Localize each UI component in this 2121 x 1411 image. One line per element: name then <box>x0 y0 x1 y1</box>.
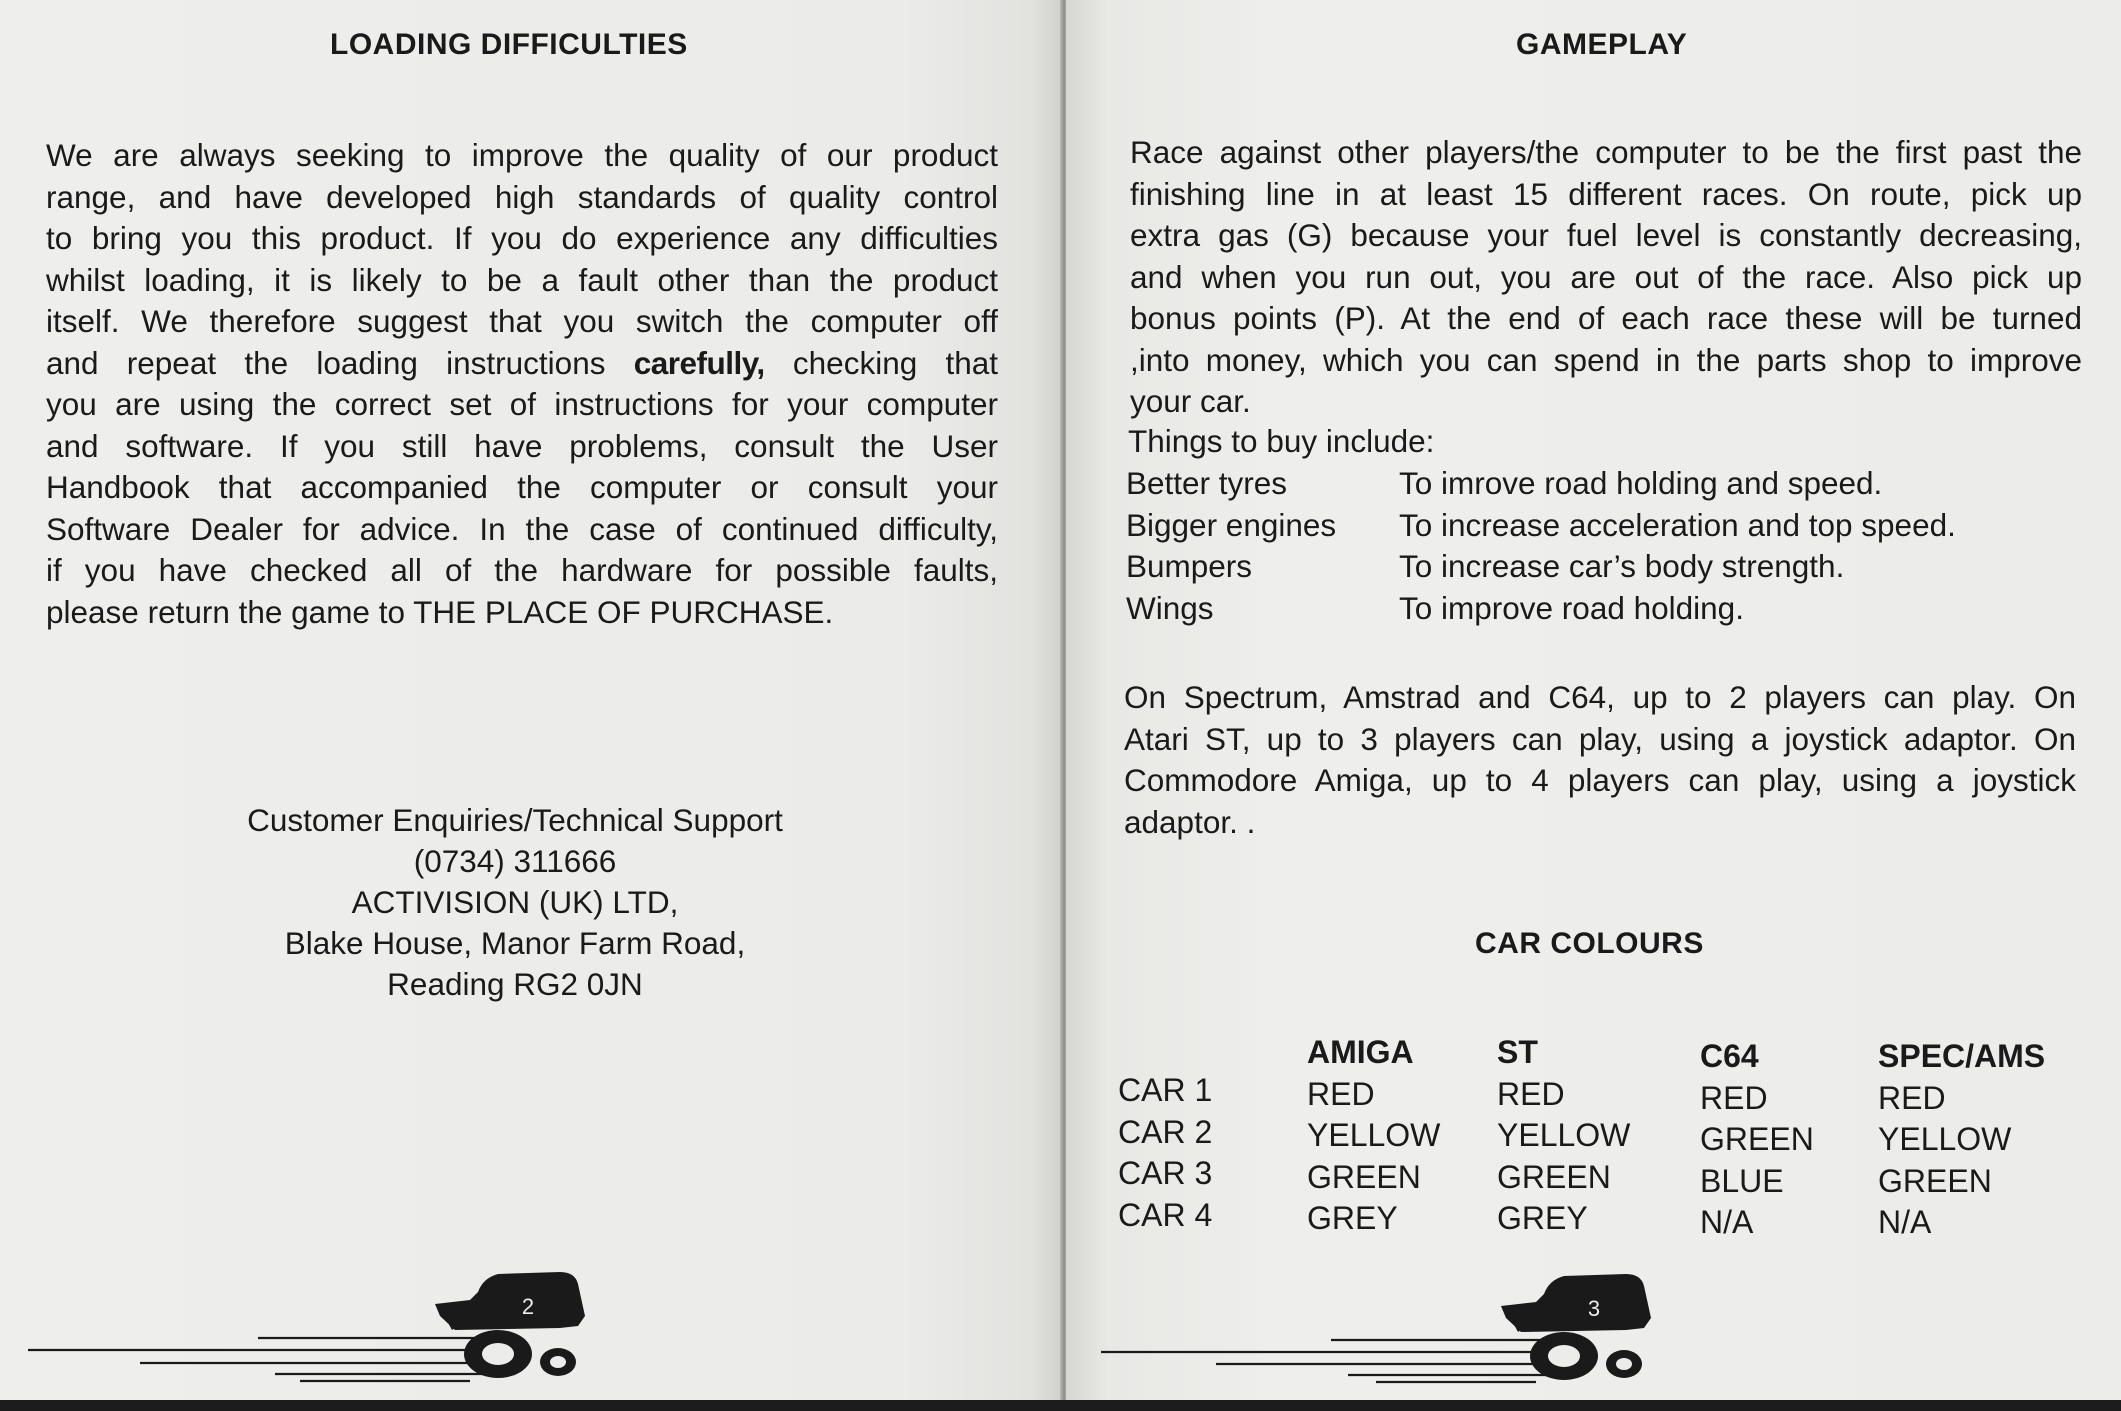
colour-cell: GREEN <box>1700 1121 1814 1157</box>
line-text: and repeat the loading instructions <box>46 344 634 381</box>
platform-header: C64 <box>1700 1038 1759 1074</box>
loading-difficulties-heading: LOADING DIFFICULTIES <box>330 28 688 61</box>
contact-company: ACTIVISION (UK) LTD, <box>351 884 679 920</box>
paragraph-line: Race against other players/the computer to be the first past the <box>1130 134 2082 170</box>
item-name: Bumpers <box>1126 548 1253 584</box>
contact-address-1: Blake House, Manor Farm Road, <box>284 925 746 961</box>
footer-car-logo-right <box>1066 1270 2121 1400</box>
paragraph-line: finishing line in at least 15 different races. On route, pick up <box>1130 175 2082 212</box>
platform-header: SPEC/AMS <box>1878 1038 2046 1074</box>
paragraph-line: We are always seeking to improve the quality of our product <box>46 137 998 173</box>
colour-cell: YELLOW <box>1307 1117 1441 1153</box>
contact-address-2: Reading RG2 0JN <box>387 966 643 1002</box>
colour-cell: N/A <box>1700 1204 1754 1240</box>
contact-block <box>0 800 1030 1005</box>
paragraph-line: bonus points (P). At the end of each race these will be turned <box>1130 300 2082 336</box>
car-label: CAR 1 <box>1118 1072 1213 1108</box>
car-colours-heading: CAR COLOURS <box>1475 927 1704 960</box>
colour-cell: GREEN <box>1307 1158 1421 1195</box>
paragraph-line: and software. If you still have problems, consult the User <box>46 427 998 464</box>
line-text: checking that <box>764 344 998 381</box>
paragraph-line: Atari ST, up to 3 players can play, using a joystick adaptor. On <box>1124 720 2076 757</box>
things-to-buy-item <box>1126 505 2086 547</box>
things-to-buy-intro: Things to buy include: <box>1128 423 1435 459</box>
paragraph-line: extra gas (G) because your fuel level is constantly decreasing, <box>1130 217 2082 253</box>
paragraph-line: your car. <box>1130 383 1251 419</box>
paragraph-line: and when you run out, you are out of the race. Also pick up <box>1130 258 2082 295</box>
platform-header: AMIGA <box>1307 1034 1414 1070</box>
paragraph-line: to bring you this product. If you do experience any difficulties <box>46 220 998 256</box>
colour-cell: RED <box>1878 1079 1946 1116</box>
platform-column <box>1878 1036 2045 1244</box>
colour-cell: RED <box>1700 1079 1768 1116</box>
contact-phone: (0734) 311666 <box>413 843 617 879</box>
colour-cell: RED <box>1497 1075 1565 1112</box>
item-description: To increase acceleration and top speed. <box>1399 506 1956 543</box>
colour-cell: GREY <box>1497 1200 1588 1236</box>
platform-column <box>1497 1032 1630 1240</box>
colour-cell: N/A <box>1878 1204 1932 1240</box>
car-label: CAR 3 <box>1118 1155 1213 1191</box>
platform-header: ST <box>1497 1034 1538 1070</box>
paragraph-line <box>46 343 998 385</box>
paragraph-line: Handbook that accompanied the computer or consult your <box>46 469 998 505</box>
contact-support-line: Customer Enquiries/Technical Support <box>247 802 783 838</box>
colour-cell: YELLOW <box>1497 1117 1631 1153</box>
item-description: To improve road holding. <box>1399 589 1744 626</box>
things-to-buy-item <box>1126 463 2086 505</box>
gameplay-heading: GAMEPLAY <box>1516 28 1688 61</box>
item-name: Bigger engines <box>1126 506 1337 543</box>
paragraph-line: itself. We therefore suggest that you switch the computer off <box>46 303 998 339</box>
car-label: CAR 4 <box>1118 1196 1213 1233</box>
colour-cell: RED <box>1307 1075 1375 1112</box>
paragraph-line: adaptor. . <box>1124 803 1256 840</box>
platform-column <box>1700 1036 1814 1244</box>
platform-column <box>1307 1032 1440 1240</box>
paragraph-line: please return the game to THE PLACE OF PURCHASE. <box>46 593 834 630</box>
paragraph-line: Software Dealer for advice. In the case of continued difficulty, <box>46 510 998 547</box>
page-number-left: 2 <box>521 1294 535 1319</box>
colour-cell: GREEN <box>1878 1162 1992 1199</box>
bottom-edge <box>0 1400 2121 1411</box>
paragraph-line: On Spectrum, Amstrad and C64, up to 2 players can play. On <box>1124 679 2076 715</box>
colour-cell: BLUE <box>1700 1162 1784 1199</box>
colour-cell: YELLOW <box>1878 1121 2012 1157</box>
colour-cell: GREY <box>1307 1200 1398 1236</box>
item-name: Better tyres <box>1126 465 1288 501</box>
footer-car-logo-left <box>0 1270 1060 1400</box>
right-page <box>1066 0 2121 1400</box>
paragraph-line: if you have checked all of the hardware for possible faults, <box>46 552 998 588</box>
car-colours-table <box>1118 1032 2118 1242</box>
things-to-buy-item <box>1126 546 2086 588</box>
page-number-right: 3 <box>1587 1296 1601 1321</box>
item-description: To increase car’s body strength. <box>1399 548 1845 584</box>
left-page <box>0 0 1062 1400</box>
colour-cell: GREEN <box>1497 1158 1611 1195</box>
car-label: CAR 2 <box>1118 1113 1213 1150</box>
paragraph-line: you are using the correct set of instructions for your computer <box>46 386 998 422</box>
things-to-buy-list <box>1126 463 2086 629</box>
item-description: To imrove road holding and speed. <box>1399 465 1883 501</box>
car-label-column <box>1118 1070 1212 1236</box>
speed-lines-icon <box>28 1338 520 1381</box>
paragraph-line: Commodore Amiga, up to 4 players can play, using a joystick <box>1124 762 2076 798</box>
speed-lines-icon <box>1101 1340 1586 1382</box>
things-to-buy-item <box>1126 588 2086 630</box>
paragraph-line: whilst loading, it is likely to be a fault other than the product <box>46 261 998 298</box>
item-name: Wings <box>1126 589 1214 626</box>
paragraph-line: range, and have developed high standards of quality control <box>46 178 998 215</box>
emphasis-text: carefully, <box>633 344 765 381</box>
paragraph-line: ,into money, which you can spend in the parts shop to improve <box>1130 341 2082 378</box>
